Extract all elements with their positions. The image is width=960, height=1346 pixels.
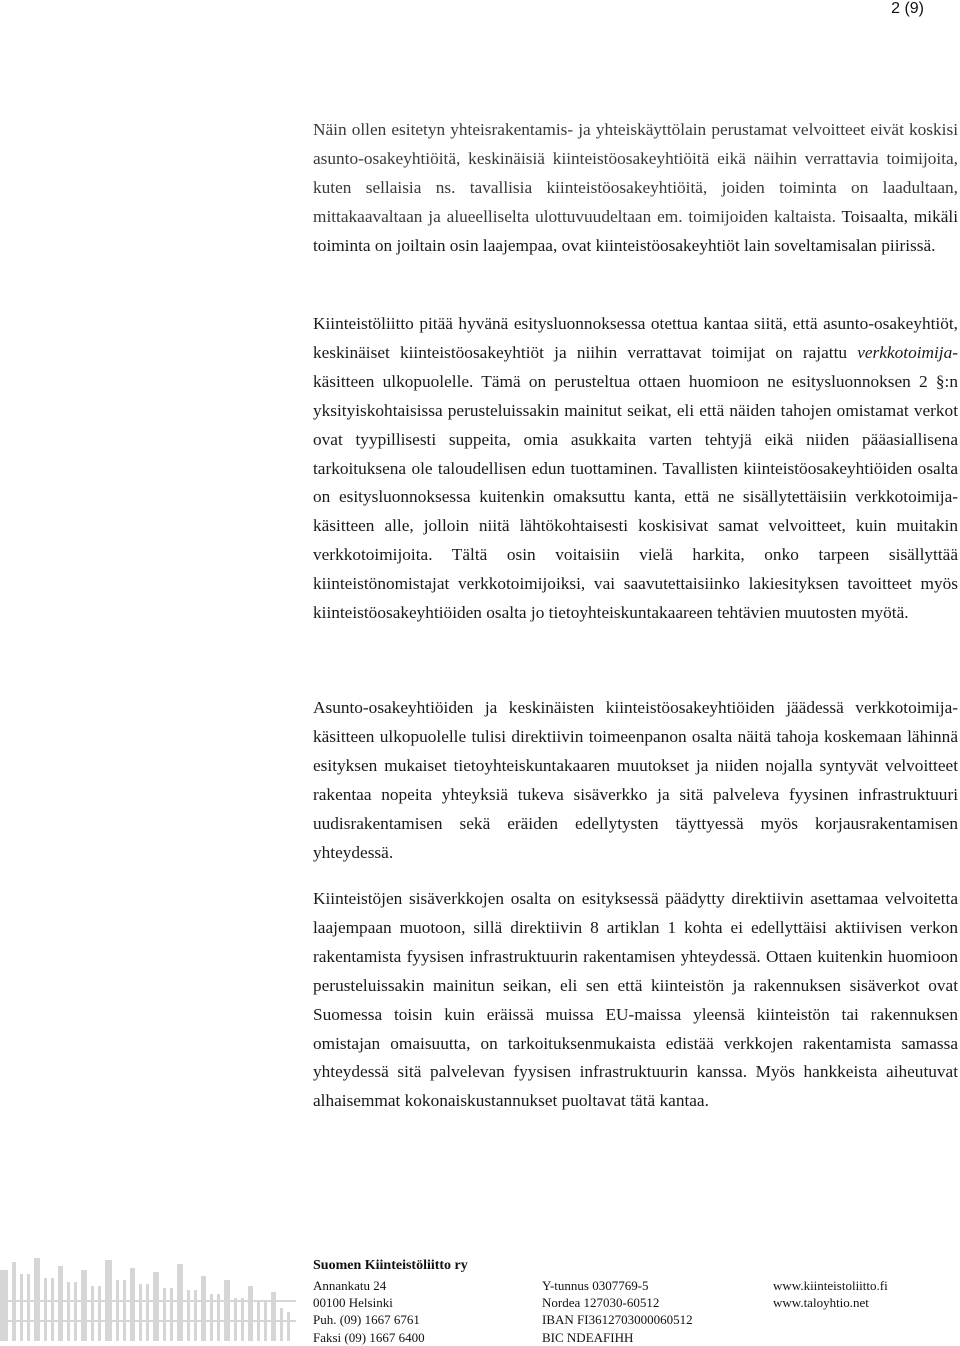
footer-web-block	[773, 1277, 888, 1311]
paragraph-1-text-b: Toisaalta, mikäli toiminta on joiltain osin laajempaa, ovat kiinteistöosakeyhtiöt lain soveltamisalan piirissä.	[313, 206, 959, 255]
paragraph-1	[313, 116, 958, 261]
footer-street: Annankatu 24	[313, 1278, 387, 1293]
building-logo-icon	[0, 1250, 300, 1341]
footer-address-block	[313, 1277, 425, 1346]
footer-postal-city: 00100 Helsinki	[313, 1295, 393, 1311]
footer-bic: BIC NDEAFIHH	[542, 1329, 634, 1345]
footer-phone: Puh. (09) 1667 6761	[313, 1312, 420, 1328]
footer-website-link[interactable]: www.kiinteistoliitto.fi	[773, 1278, 888, 1293]
paragraph-3: Asunto-osakeyhtiöiden ja keskinäisten kiinteistöosakeyhtiöiden jäädessä verkkotoimija-käsitteen ulkopuolelle tulisi direktiivin toimeenpanon osalta näitä tahoja koskemaan lähinnä esityksen mukaiset tietoyhteiskuntakaaren muutokset ja niiden nojalla syntyvät velvoitteet rakentaa nopeita yhteyksiä tukeva sisäverkko ja sitä palveleva fyysinen infrastruktuuri uudisrakentamisen sekä eräiden edellytysten täyttyessä myös korjausrakentamisen yhteydessä.	[313, 698, 958, 862]
paragraph-2-italic-term: verkkotoimija	[857, 342, 953, 362]
footer-organization-name: Suomen Kiinteistöliitto ry	[313, 1258, 468, 1273]
footer-business-id: Y-tunnus 0307769-5	[542, 1278, 649, 1293]
footer-bank-account: Nordea 127030-60512	[542, 1295, 660, 1311]
footer-bank-block	[542, 1277, 693, 1346]
paragraph-2	[313, 310, 958, 628]
paragraph-1-text-a: Näin ollen esitetyn yhteisrakentamis- ja yhteiskäyttölain perustamat velvoitteet eivät koskisi asunto-osakeyhtiöitä, keskinäisiä kiinteistöosakeyhtiöitä eikä näihin verrattavia toimijoita, kuten sellaisia ns. tavallisia kiinteistöosakeyhtiöitä, joiden toiminta on laadultaan, mittakaavaltaan ja alueelliselta ulottuvuudeltaan em. toimijoiden kaltaista.	[313, 120, 958, 226]
footer-fax: Faksi (09) 1667 6400	[313, 1329, 425, 1345]
paragraph-4: Kiinteistöjen sisäverkkojen osalta on esityksessä päädytty direktiivin asettamaa velvoitetta laajempaan muotoon, sillä direktiivin 8 artiklan 1 kohta ei edellyttäisi aktiivisen verkon rakentamista fyysisen infrastruktuurin rakentamisen yhteydessä. Ottaen kuitenkin huomioon perusteluissakin mainitun seikan, eli sen että kiinteistön ja rakennuksen sisäverkot ovat Suomessa toisin kuin eräissä muissa EU-maissa yleensä kiinteistön tai rakennuksen omistajan omaisuutta, on tarkoituksenmukaista edistää verkkojen rakentamista samassa yhteydessä sitä palvelevan fyysisen infrastruktuurin kanssa. Myös hankkeista aiheutuvat alhaisemmat kokonaiskustannukset puoltavat tätä kantaa.	[313, 889, 958, 1111]
paragraph-2-text-a: Kiinteistöliitto pitää hyvänä esitysluonnoksessa otettua kantaa siitä, että asunto-osakeyhtiöt, keskinäiset kiinteistöosakeyhtiöt ja niihin verrattavat toimijat on rajattu	[313, 314, 958, 362]
footer-iban: IBAN FI3612703000060512	[542, 1312, 693, 1328]
footer-website-link[interactable]: www.taloyhtio.net	[773, 1295, 869, 1311]
page-number: 2 (9)	[891, 0, 924, 17]
paragraph-2-text-b: -käsitteen ulkopuolelle. Tämä on perusteltua ottaen huomioon ne esitysluonnoksen 2 §:n yksityiskohtaisissa perusteluissakin mainitut seikat, eli että näiden tahojen omistamat verkot ovat tyypillisesti suppeita, omia asukkaita varten tehtyjä eikä niiden pääasiallisena tarkoituksena ole taloudellisen edun tuottaminen. Tavallisten kiinteistöosakeyhtiöiden osalta on esitysluonnoksessa kuitenkin omaksuttu kanta, että ne sisällytettäisiin verkkotoimija-käsitteen alle, jolloin niitä lähtökohtaisesti koskisivat samat velvoitteet, kuin muitakin verkkotoimijoita. Tältä osin voitaisiin vielä harkita, onko tarpeen sisällyttää kiinteistönomistajat verkkotoimijoiksi, vai saavutettaisiinko lakiesityksen tavoitteet myös kiinteistöosakeyhtiöiden osalta jo tietoyhteiskuntakaareen tehtävien muutosten myötä.	[313, 342, 958, 623]
